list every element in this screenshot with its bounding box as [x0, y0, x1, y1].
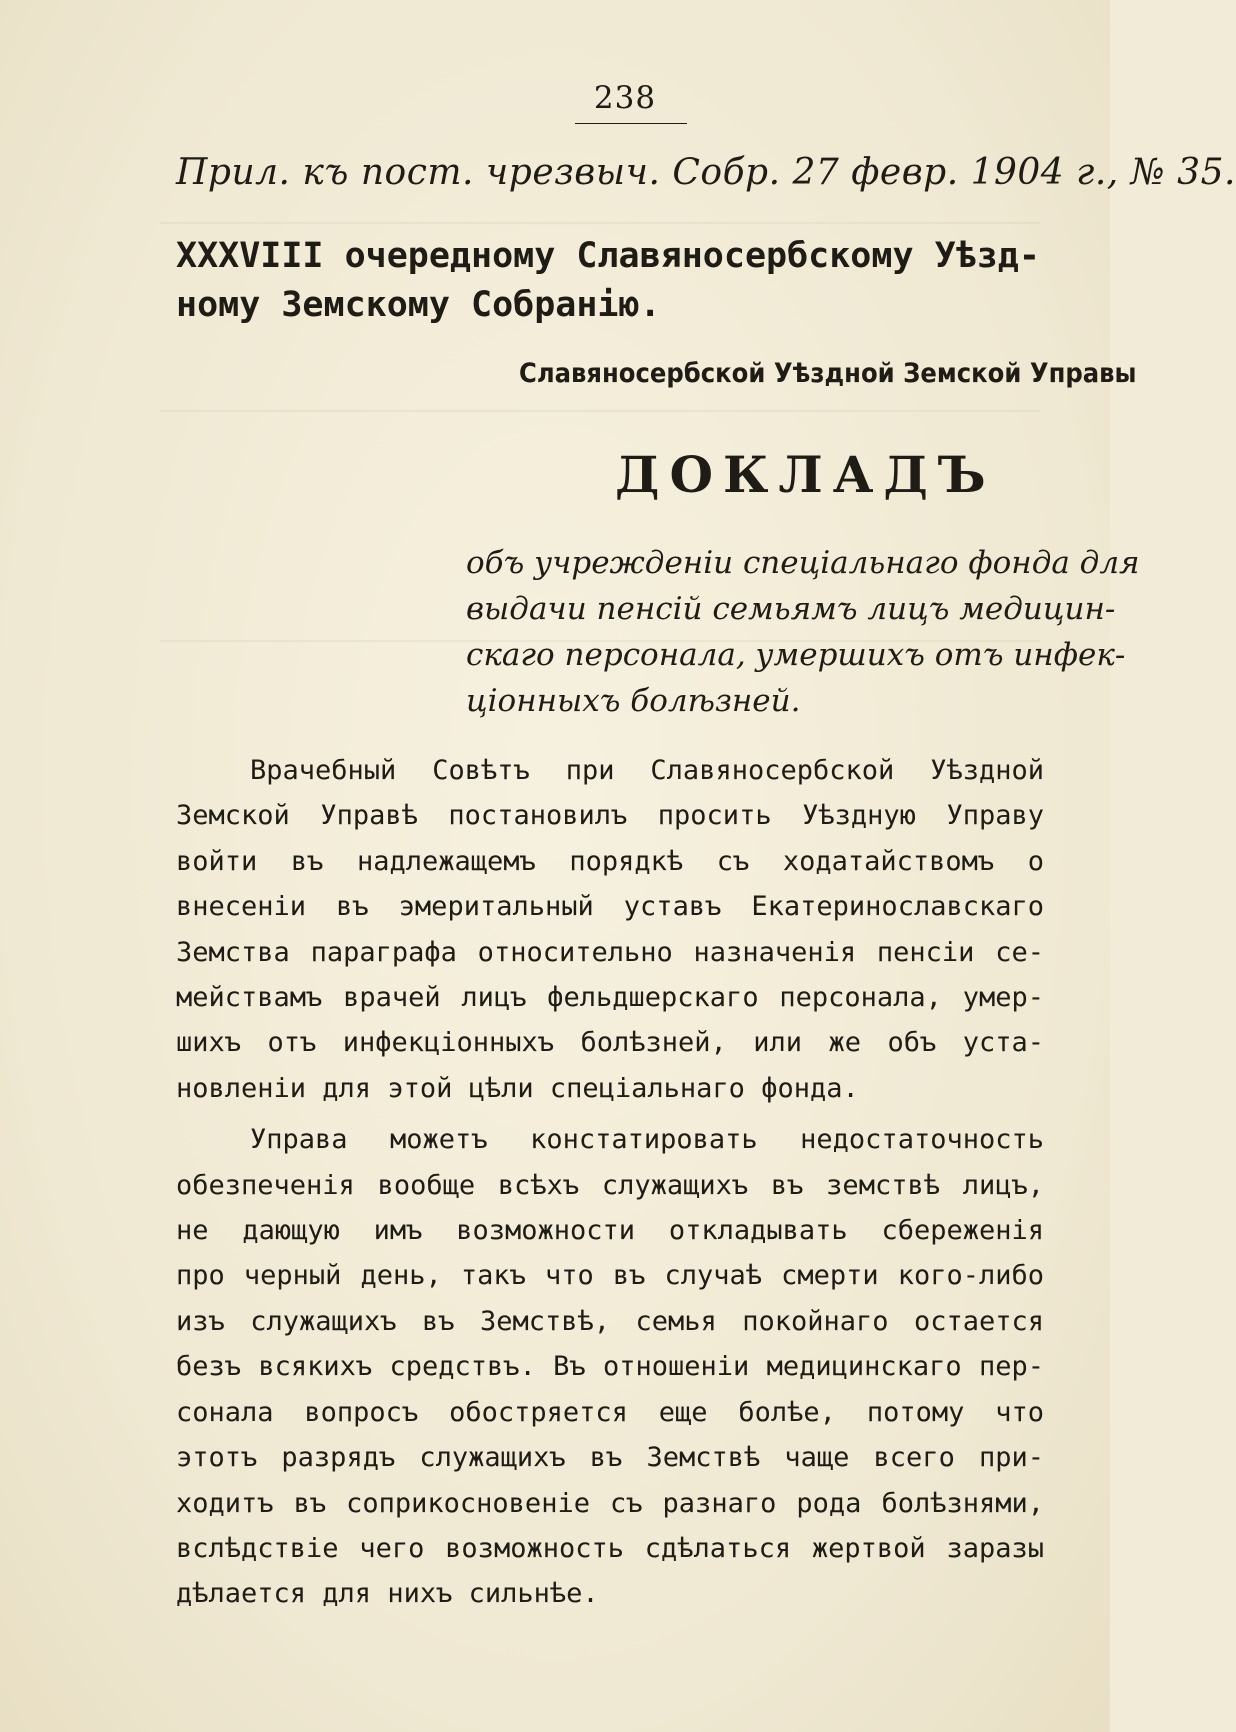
- text-line: Земской Управѣ постановилъ просить Уѣздную Управу: [176, 800, 1044, 832]
- text-line: Земства параграфа относительно назначенія пенсіи се-: [176, 936, 1044, 968]
- addressee-heading: [176, 232, 1054, 330]
- bleed-through-mark: [160, 410, 1040, 412]
- text-line: безъ всякихъ средствъ. Въ отношеніи медицинскаго пер-: [176, 1351, 1044, 1383]
- text-line: Врачебный Совѣтъ при Славяносербской Уѣздной: [250, 755, 1044, 786]
- subject-line: скаго персонала, умершихъ отъ инфек-: [466, 637, 1126, 673]
- text-line: ходитъ въ соприкосновеніе съ разнаго рода болѣзнями,: [176, 1487, 1044, 1519]
- addressee-line: XXXVIII очередному Славяносербскому Уѣзд-: [176, 236, 1040, 276]
- body-text: [176, 748, 1044, 1623]
- text-line: изъ служащихъ въ Земствѣ, семья покойнаго остается: [176, 1305, 1044, 1337]
- text-line: не дающую имъ возможности откладывать сбереженія: [176, 1215, 1044, 1247]
- text-line: Управа можетъ констатировать недостаточность: [250, 1124, 1044, 1156]
- page-number: 238: [593, 80, 657, 116]
- paragraph-medical-council: [176, 748, 1044, 1111]
- subject-line: объ учрежденіи спеціальнаго фонда для: [466, 545, 1140, 581]
- subject-line: ціонныхъ болѣзней.: [466, 683, 801, 719]
- text-line: сонала вопросъ обостряется еще болѣе, потому что: [176, 1396, 1044, 1428]
- report-subject: [466, 540, 1140, 724]
- text-line: войти въ надлежащемъ порядкѣ съ ходатайствомъ о: [176, 845, 1044, 877]
- bleed-through-mark: [160, 222, 1040, 224]
- text-line: про черный день, такъ что въ случаѣ смерти кого-либо: [176, 1260, 1044, 1292]
- document-title: ДОКЛАДЪ: [615, 445, 996, 504]
- text-line: мействамъ врачей лицъ фельдшерскаго персонала, умер-: [176, 982, 1044, 1014]
- text-line: этотъ разрядъ служащихъ въ Земствѣ чаще всего при-: [176, 1442, 1044, 1474]
- text-line: обезпеченія вообще всѣхъ служащихъ въ земствѣ лицъ,: [176, 1169, 1044, 1201]
- paragraph-board-statement: [176, 1117, 1044, 1616]
- issuing-authority: Славяносербской Уѣздной Земской Управы: [519, 358, 1137, 389]
- subject-line: выдачи пенсій семьямъ лицъ медицин-: [466, 591, 1116, 627]
- text-line: новленіи для этой цѣли спеціальнаго фонда.: [176, 1072, 859, 1104]
- appendix-note: Прил. къ пост. чрезвыч. Собр. 27 февр. 1904 г., № 35.: [176, 152, 1236, 193]
- page-number-rule: [575, 123, 687, 124]
- text-line: внесеніи въ эмеритальный уставъ Екатеринославскаго: [176, 891, 1044, 923]
- text-line: дѣлается для нихъ сильнѣе.: [176, 1578, 599, 1610]
- text-line: вслѣдствіе чего возможность сдѣлаться жертвой заразы: [176, 1532, 1044, 1564]
- text-line: шихъ отъ инфекціонныхъ болѣзней, или же объ уста-: [176, 1027, 1044, 1059]
- addressee-line: ному Земскому Собранію.: [176, 285, 661, 325]
